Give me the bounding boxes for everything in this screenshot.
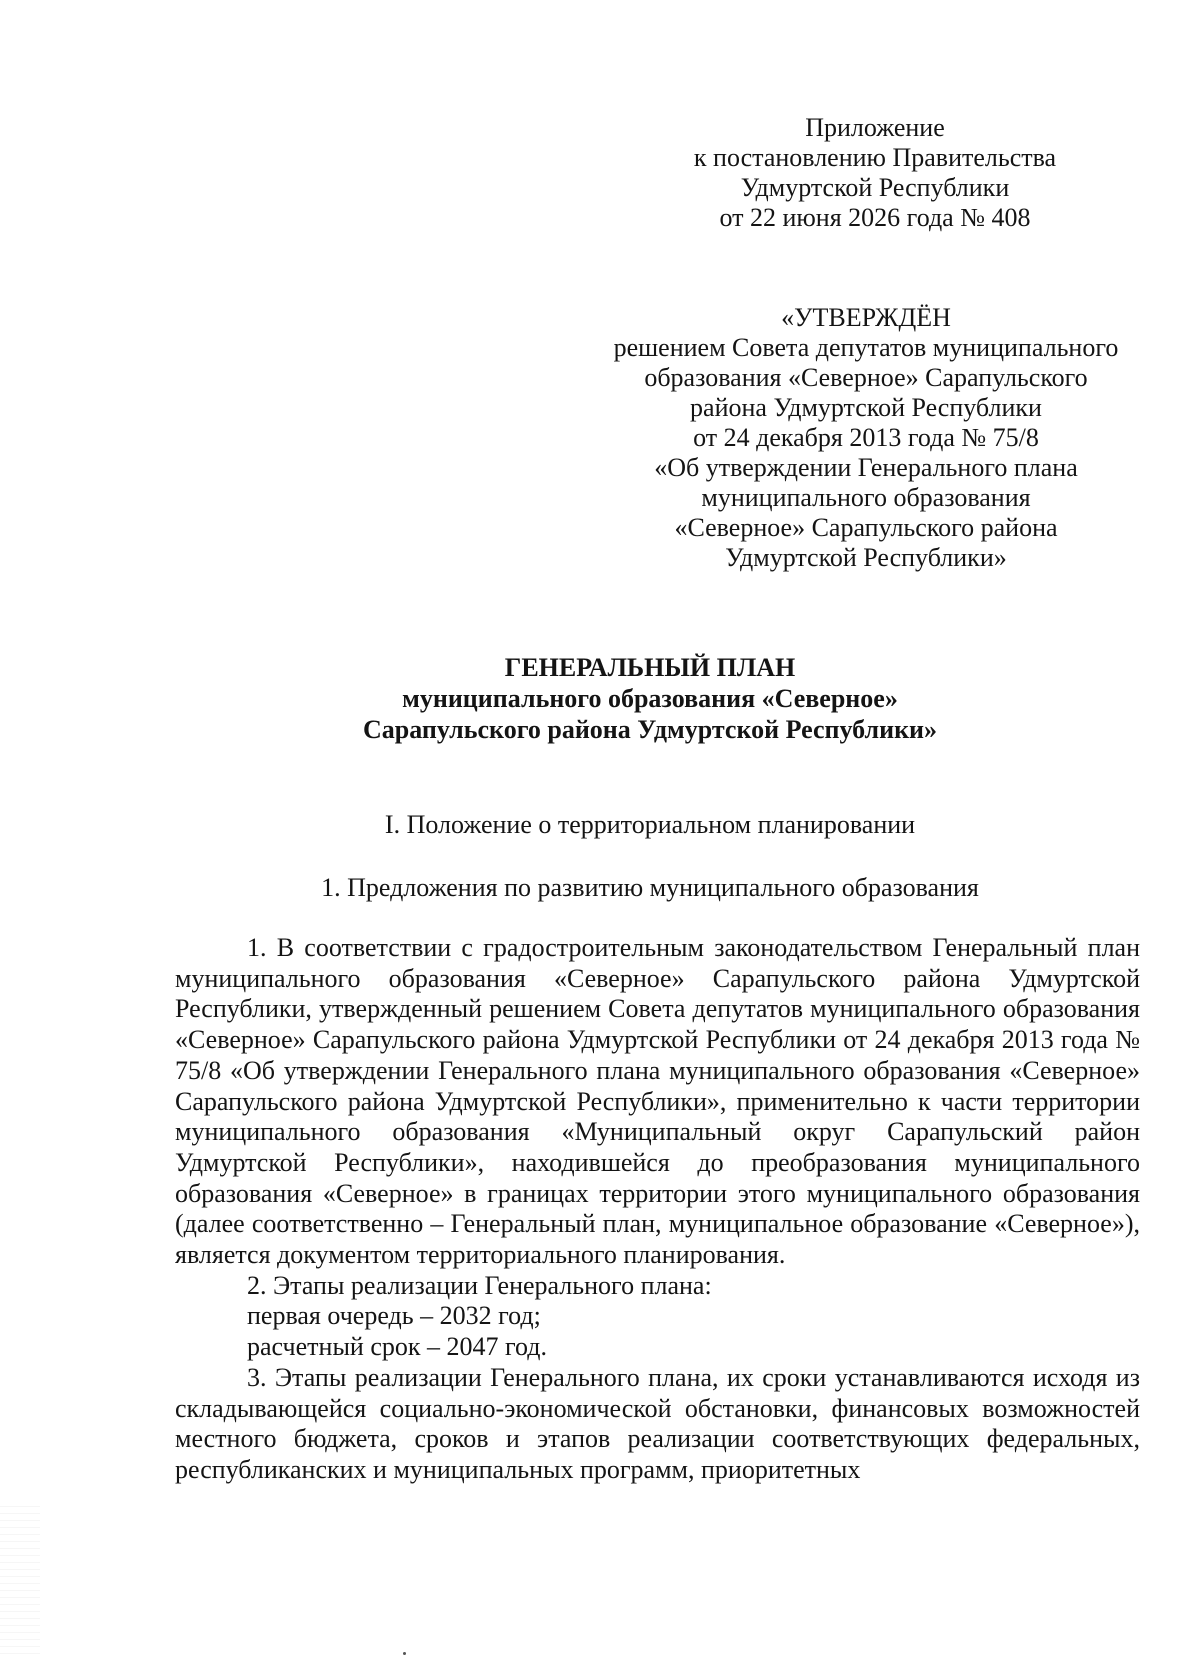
appendix-block [660,113,1090,233]
appendix-line: к постановлению Правительства [693,143,1057,172]
approval-line: «УТВЕРЖДЁН [781,303,951,332]
title-line: Сарапульского района Удмуртской Республики» [362,715,938,744]
paragraph: 3. Этапы реализации Генерального плана, их сроки устанавливаются исходя из складывающейся социально-экономической обстановки, финансовых возможностей местного бюджета, сроков и этапов реализации соответствующих федеральных, республиканских и муниципальных программ, приоритетных [175,1362,1140,1484]
approval-block [588,303,1144,573]
paragraph: 2. Этапы реализации Генерального плана: [247,1270,712,1300]
appendix-line: Удмуртской Республики [740,173,1010,202]
document-body [175,933,1140,1486]
paragraph: первая очередь – 2032 год; [247,1301,541,1331]
document-title [0,652,1200,745]
subsection-heading: 1. Предложения по развитию муниципального образования [321,873,979,902]
approval-line: Удмуртской Республики» [725,543,1007,572]
approval-line: района Удмуртской Республики [690,393,1042,422]
appendix-line: от 22 июня 2026 года № 408 [719,203,1031,232]
paragraph: 1. В соответствии с градостроительным законодательством Генеральный план муниципального образования «Северное» Сарапульского района Удмуртской Республики, утвержденный решением Совета депутатов муниципального образования «Северное» Сарапульского района Удмуртской Республики от 24 декабря 2013 года № 75/8 «Об утверждении Генерального плана муниципального образования «Северное» Сарапульского района Удмуртской Республики», применительно к части территории муниципального образования «Муниципальный округ Сарапульский район Удмуртской Республики», находившейся до преобразования муниципального образования «Северное» в границах территории этого муниципального образования (далее соответственно – Генеральный план, муниципальное образование «Северное»), является документом территориального планирования. [175,933,1140,1270]
approval-line: «Об утверждении Генерального плана [654,453,1078,482]
appendix-line: Приложение [805,113,945,142]
approval-line: муниципального образования [701,483,1031,512]
approval-line: от 24 декабря 2013 года № 75/8 [693,423,1039,452]
approval-line: образования «Северное» Сарапульского [644,363,1088,392]
approval-line: «Северное» Сарапульского района [674,513,1058,542]
title-line: ГЕНЕРАЛЬНЫЙ ПЛАН [504,653,796,682]
scan-edge-noise [0,1500,40,1660]
scan-speck [403,1652,406,1655]
paragraph: расчетный срок – 2047 год. [247,1332,548,1362]
section-heading: I. Положение о территориальном планировании [384,810,916,839]
title-line: муниципального образования «Северное» [402,684,898,713]
approval-line: решением Совета депутатов муниципального [613,333,1119,362]
